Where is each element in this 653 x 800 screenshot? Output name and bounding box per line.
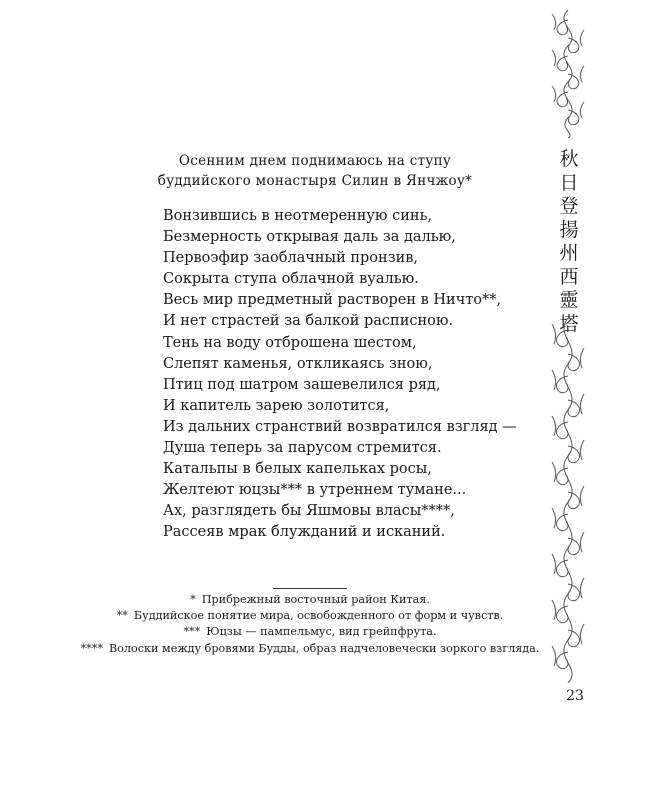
floral-ornament-top-graphic <box>548 10 588 138</box>
poem-line: Безмерность открывая даль за далью, <box>163 229 456 246</box>
footnote-mark: ** <box>116 609 128 623</box>
poem-line: Душа теперь за парусом стремится. <box>163 440 442 457</box>
poem-line: Ах, разглядеть бы Яшмовы власы****, <box>163 503 455 520</box>
poem-title-line-1: Осенним днем поднимаюсь на ступу <box>178 153 452 169</box>
cjk-char: 西 <box>559 265 579 288</box>
footnotes <box>60 592 560 657</box>
footnote-text: Юцзы — пампельмус, вид грейпфрута. <box>206 625 437 639</box>
footnote-mark: * <box>190 593 196 606</box>
poem-line: Рассеяв мрак блужданий и исканий. <box>163 524 446 541</box>
footnote-text: Волоски между бровями Будды, образ надчеловечески зоркого взгляда. <box>108 641 540 655</box>
poem-line: Катальпы в белых капельках росы, <box>163 461 432 478</box>
poem-line: Вонзившись в неотмеренную синь, <box>163 208 433 224</box>
footnote-1 <box>60 592 560 608</box>
floral-ornament-top <box>548 10 588 138</box>
footnote-mark: **** <box>80 641 103 655</box>
footnote-separator <box>273 588 347 589</box>
poem-line: Весь мир предметный растворен в Ничто**, <box>163 292 502 309</box>
cjk-char: 揚 <box>559 218 579 241</box>
chinese-title-vertical <box>556 148 582 336</box>
cjk-char: 秋 <box>559 148 579 170</box>
cjk-char: 塔 <box>559 312 579 335</box>
footnote-text: Буддийское понятие мира, освобожденного от форм и чувств. <box>133 609 504 623</box>
poem-title <box>130 151 500 191</box>
poem-line: Первоэфир заоблачный пронзив, <box>163 250 419 267</box>
poem-line: И нет страстей за балкой расписною. <box>163 313 454 330</box>
poem-line: Тень на воду отброшена шестом, <box>163 334 417 351</box>
footnote-4 <box>60 641 560 657</box>
footnote-3 <box>60 624 560 640</box>
footnote-mark: *** <box>183 625 201 639</box>
cjk-char: 日 <box>559 171 579 194</box>
poem-line: Птиц под шатром зашевелился ряд, <box>163 376 441 393</box>
poem-line: Желтеют юцзы*** в утреннем тумане... <box>163 482 467 499</box>
footnote-2 <box>60 608 560 624</box>
page-number: 23 <box>566 688 584 704</box>
footnote-text: Прибрежный восточный район Китая. <box>201 593 430 606</box>
cjk-char: 靈 <box>559 289 579 311</box>
poem-line: Из дальних странствий возвратился взгляд — <box>163 418 517 435</box>
poem-title-line-2: буддийского монастыря Силин в Янчжоу* <box>157 173 473 189</box>
cjk-char: 州 <box>559 242 579 264</box>
poem-line: И капитель зарею золотится, <box>163 397 390 414</box>
poem-line: Сокрыта ступа облачной вуалью. <box>163 271 419 288</box>
poem-body <box>163 206 533 544</box>
poem-line: Слепят каменья, откликаясь зною, <box>163 355 433 372</box>
cjk-char: 登 <box>559 195 579 217</box>
